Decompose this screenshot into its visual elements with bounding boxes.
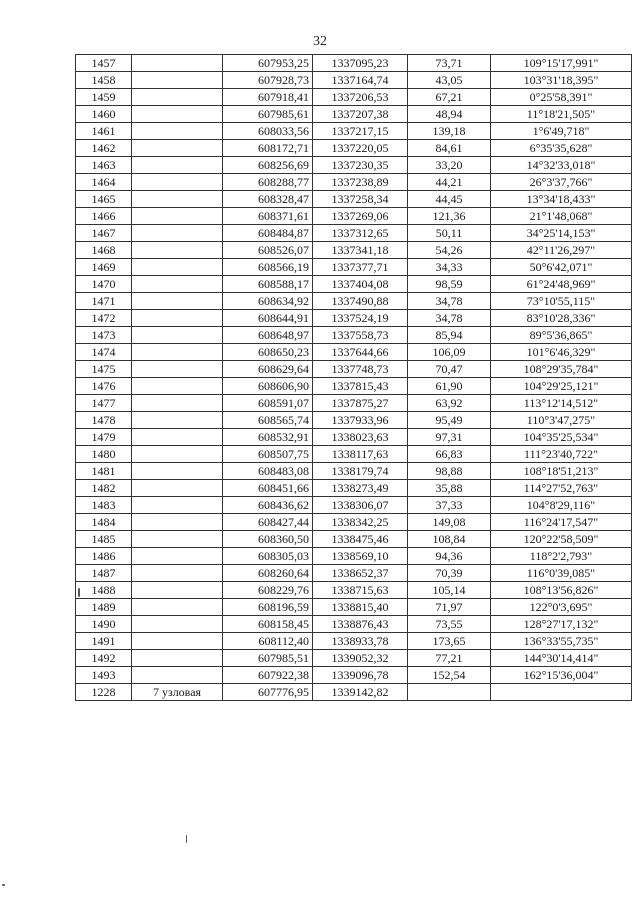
x-coordinate-cell: 608371,61 [223,208,313,225]
table-row [76,412,632,429]
y-coordinate-cell: 1337258,34 [313,191,408,208]
x-coordinate-cell: 608328,47 [223,191,313,208]
distance-cell: 97,31 [408,429,491,446]
y-coordinate-cell: 1339142,82 [313,684,408,701]
point-note-cell [132,582,223,599]
distance-cell: 44,21 [408,174,491,191]
x-coordinate-cell: 608112,40 [223,633,313,650]
point-note-cell [132,378,223,395]
point-number-cell: 1477 [76,395,132,412]
point-number-cell: 1472 [76,310,132,327]
direction-angle-cell: 162°15'36,004" [491,667,632,684]
x-coordinate-cell: 608360,50 [223,531,313,548]
y-coordinate-cell: 1337230,35 [313,157,408,174]
point-number-cell: 1468 [76,242,132,259]
distance-cell: 63,92 [408,395,491,412]
table-row [76,123,632,140]
table-row [76,89,632,106]
table-row [76,565,632,582]
y-coordinate-cell: 1337404,08 [313,276,408,293]
x-coordinate-cell: 608427,44 [223,514,313,531]
x-coordinate-cell: 608172,71 [223,140,313,157]
point-note-cell [132,72,223,89]
point-number-cell: 1461 [76,123,132,140]
point-note-cell [132,514,223,531]
direction-angle-cell: 144°30'14,414" [491,650,632,667]
x-coordinate-cell: 608650,23 [223,344,313,361]
x-coordinate-cell: 608648,97 [223,327,313,344]
point-note-cell [132,480,223,497]
point-number-cell: 1466 [76,208,132,225]
x-coordinate-cell: 608588,17 [223,276,313,293]
distance-cell: 121,36 [408,208,491,225]
distance-cell: 106,09 [408,344,491,361]
table-row [76,684,632,701]
x-coordinate-cell: 608033,56 [223,123,313,140]
table-row [76,276,632,293]
table-row [76,225,632,242]
table-row [76,463,632,480]
direction-angle-cell: 116°0'39,085" [491,565,632,582]
y-coordinate-cell: 1338652,37 [313,565,408,582]
table-row [76,344,632,361]
distance-cell: 54,26 [408,242,491,259]
point-number-cell: 1470 [76,276,132,293]
distance-cell: 70,39 [408,565,491,582]
x-coordinate-cell: 608526,07 [223,242,313,259]
direction-angle-cell: 122°0'3,695" [491,599,632,616]
y-coordinate-cell: 1338179,74 [313,463,408,480]
y-coordinate-cell: 1338933,78 [313,633,408,650]
direction-angle-cell: 116°24'17,547" [491,514,632,531]
direction-angle-cell: 50°6'42,071" [491,259,632,276]
y-coordinate-cell: 1337269,06 [313,208,408,225]
direction-angle-cell [491,684,632,701]
direction-angle-cell: 13°34'18,433" [491,191,632,208]
point-number-cell: 1460 [76,106,132,123]
point-number-cell: 1467 [76,225,132,242]
distance-cell: 98,88 [408,463,491,480]
y-coordinate-cell: 1337933,96 [313,412,408,429]
distance-cell: 94,36 [408,548,491,565]
point-number-cell: 1476 [76,378,132,395]
point-number-cell: 1488 [76,582,132,599]
y-coordinate-cell: 1337644,66 [313,344,408,361]
x-coordinate-cell: 608436,62 [223,497,313,514]
direction-angle-cell: 104°29'25,121" [491,378,632,395]
point-note-cell [132,293,223,310]
distance-cell: 37,33 [408,497,491,514]
direction-angle-cell: 103°31'18,395" [491,72,632,89]
table-row [76,208,632,225]
distance-cell: 149,08 [408,514,491,531]
direction-angle-cell: 83°10'28,336" [491,310,632,327]
x-coordinate-cell: 608229,76 [223,582,313,599]
distance-cell: 71,97 [408,599,491,616]
table-row [76,548,632,565]
point-note-cell [132,531,223,548]
direction-angle-cell: 34°25'14,153" [491,225,632,242]
point-number-cell: 1473 [76,327,132,344]
distance-cell: 108,84 [408,531,491,548]
point-note-cell [132,191,223,208]
y-coordinate-cell: 1338715,63 [313,582,408,599]
direction-angle-cell: 14°32'33,018" [491,157,632,174]
table-row [76,514,632,531]
point-number-cell: 1469 [76,259,132,276]
point-note-cell [132,616,223,633]
table-row [76,582,632,599]
distance-cell: 70,47 [408,361,491,378]
point-number-cell: 1458 [76,72,132,89]
y-coordinate-cell: 1337377,71 [313,259,408,276]
table-row [76,480,632,497]
distance-cell: 73,55 [408,616,491,633]
point-note-cell [132,633,223,650]
x-coordinate-cell: 608483,08 [223,463,313,480]
point-note-cell [132,429,223,446]
point-note-cell [132,446,223,463]
point-note-cell [132,395,223,412]
y-coordinate-cell: 1337524,19 [313,310,408,327]
point-note-cell [132,667,223,684]
y-coordinate-cell: 1338815,40 [313,599,408,616]
direction-angle-cell: 136°33'55,735" [491,633,632,650]
point-number-cell: 1478 [76,412,132,429]
point-number-cell: 1474 [76,344,132,361]
x-coordinate-cell: 608288,77 [223,174,313,191]
direction-angle-cell: 73°10'55,115" [491,293,632,310]
x-coordinate-cell: 608196,59 [223,599,313,616]
distance-cell: 34,78 [408,293,491,310]
point-note-cell [132,463,223,480]
point-number-cell: 1459 [76,89,132,106]
table-row [76,157,632,174]
distance-cell: 35,88 [408,480,491,497]
point-note-cell [132,548,223,565]
table-row [76,378,632,395]
distance-cell: 139,18 [408,123,491,140]
direction-angle-cell: 120°22'58,509" [491,531,632,548]
x-coordinate-cell: 607953,25 [223,55,313,72]
point-note-cell [132,327,223,344]
point-number-cell: 1491 [76,633,132,650]
point-note-cell [132,565,223,582]
point-note-cell [132,259,223,276]
point-note-cell [132,123,223,140]
y-coordinate-cell: 1338569,10 [313,548,408,565]
point-number-cell: 1480 [76,446,132,463]
direction-angle-cell: 61°24'48,969" [491,276,632,293]
x-coordinate-cell: 608644,91 [223,310,313,327]
direction-angle-cell: 111°23'40,722" [491,446,632,463]
scan-speck [2,884,5,886]
y-coordinate-cell: 1337341,18 [313,242,408,259]
point-number-cell: 1479 [76,429,132,446]
x-coordinate-cell: 608565,74 [223,412,313,429]
y-coordinate-cell: 1337490,88 [313,293,408,310]
distance-cell: 85,94 [408,327,491,344]
distance-cell: 34,33 [408,259,491,276]
direction-angle-cell: 104°35'25,534" [491,429,632,446]
distance-cell: 84,61 [408,140,491,157]
distance-cell: 67,21 [408,89,491,106]
distance-cell: 48,94 [408,106,491,123]
point-note-cell [132,310,223,327]
point-number-cell: 1464 [76,174,132,191]
coordinates-table [75,54,632,701]
direction-angle-cell: 104°8'29,116" [491,497,632,514]
y-coordinate-cell: 1338342,25 [313,514,408,531]
point-note-cell [132,412,223,429]
direction-angle-cell: 108°18'51,213" [491,463,632,480]
table-row [76,429,632,446]
scan-speck [186,835,187,843]
distance-cell: 33,20 [408,157,491,174]
point-note-cell [132,650,223,667]
y-coordinate-cell: 1337748,73 [313,361,408,378]
point-number-cell: 1490 [76,616,132,633]
y-coordinate-cell: 1337875,27 [313,395,408,412]
x-coordinate-cell: 608566,19 [223,259,313,276]
point-number-cell: 1486 [76,548,132,565]
x-coordinate-cell: 608634,92 [223,293,313,310]
point-note-cell [132,276,223,293]
point-note-cell [132,208,223,225]
y-coordinate-cell: 1338475,46 [313,531,408,548]
point-number-cell: 1487 [76,565,132,582]
table-row [76,531,632,548]
direction-angle-cell: 42°11'26,297" [491,242,632,259]
point-note-cell [132,225,223,242]
table-row [76,242,632,259]
table-row [76,140,632,157]
point-number-cell: 1471 [76,293,132,310]
y-coordinate-cell: 1337217,15 [313,123,408,140]
distance-cell: 173,65 [408,633,491,650]
point-note-cell [132,599,223,616]
table-row [76,310,632,327]
distance-cell: 152,54 [408,667,491,684]
distance-cell: 98,59 [408,276,491,293]
point-number-cell: 1457 [76,55,132,72]
table-row [76,174,632,191]
table-row [76,55,632,72]
x-coordinate-cell: 608532,91 [223,429,313,446]
point-number-cell: 1482 [76,480,132,497]
point-note-cell [132,361,223,378]
x-coordinate-cell: 608260,64 [223,565,313,582]
point-number-cell: 1493 [76,667,132,684]
direction-angle-cell: 108°13'56,826" [491,582,632,599]
direction-angle-cell: 11°18'21,505" [491,106,632,123]
direction-angle-cell: 1°6'49,718" [491,123,632,140]
point-note-cell [132,140,223,157]
point-note-cell: 7 узловая [132,684,223,701]
point-note-cell [132,55,223,72]
table-row [76,327,632,344]
point-note-cell [132,106,223,123]
table-row [76,106,632,123]
y-coordinate-cell: 1338306,07 [313,497,408,514]
scan-speck [78,588,80,597]
table-row [76,446,632,463]
point-number-cell: 1485 [76,531,132,548]
direction-angle-cell: 21°1'48,068" [491,208,632,225]
point-number-cell: 1484 [76,514,132,531]
point-number-cell: 1228 [76,684,132,701]
table-row [76,650,632,667]
x-coordinate-cell: 608629,64 [223,361,313,378]
table-row [76,667,632,684]
direction-angle-cell: 0°25'58,391" [491,89,632,106]
distance-cell: 61,90 [408,378,491,395]
point-number-cell: 1481 [76,463,132,480]
x-coordinate-cell: 607918,41 [223,89,313,106]
table-row [76,633,632,650]
x-coordinate-cell: 607985,61 [223,106,313,123]
distance-cell [408,684,491,701]
point-number-cell: 1492 [76,650,132,667]
y-coordinate-cell: 1339096,78 [313,667,408,684]
point-number-cell: 1489 [76,599,132,616]
distance-cell: 34,78 [408,310,491,327]
direction-angle-cell: 113°12'14,512" [491,395,632,412]
y-coordinate-cell: 1337206,53 [313,89,408,106]
table-row [76,616,632,633]
direction-angle-cell: 26°3'37,766" [491,174,632,191]
distance-cell: 50,11 [408,225,491,242]
distance-cell: 95,49 [408,412,491,429]
point-number-cell: 1462 [76,140,132,157]
y-coordinate-cell: 1337312,65 [313,225,408,242]
x-coordinate-cell: 608256,69 [223,157,313,174]
distance-cell: 44,45 [408,191,491,208]
x-coordinate-cell: 608591,07 [223,395,313,412]
direction-angle-cell: 118°2'2,793" [491,548,632,565]
x-coordinate-cell: 607776,95 [223,684,313,701]
table-row [76,72,632,89]
table-row [76,191,632,208]
y-coordinate-cell: 1337164,74 [313,72,408,89]
direction-angle-cell: 89°5'36,865" [491,327,632,344]
x-coordinate-cell: 607928,73 [223,72,313,89]
y-coordinate-cell: 1337558,73 [313,327,408,344]
x-coordinate-cell: 608484,87 [223,225,313,242]
y-coordinate-cell: 1339052,32 [313,650,408,667]
y-coordinate-cell: 1337238,89 [313,174,408,191]
point-number-cell: 1465 [76,191,132,208]
x-coordinate-cell: 608451,66 [223,480,313,497]
table-row [76,293,632,310]
x-coordinate-cell: 607985,51 [223,650,313,667]
distance-cell: 77,21 [408,650,491,667]
point-note-cell [132,174,223,191]
coordinates-table-body [76,55,632,701]
direction-angle-cell: 128°27'17,132" [491,616,632,633]
x-coordinate-cell: 608507,75 [223,446,313,463]
point-number-cell: 1463 [76,157,132,174]
distance-cell: 73,71 [408,55,491,72]
table-row [76,395,632,412]
y-coordinate-cell: 1337095,23 [313,55,408,72]
y-coordinate-cell: 1338117,63 [313,446,408,463]
x-coordinate-cell: 608158,45 [223,616,313,633]
direction-angle-cell: 6°35'35,628" [491,140,632,157]
table-row [76,497,632,514]
x-coordinate-cell: 608606,90 [223,378,313,395]
point-note-cell [132,157,223,174]
point-note-cell [132,89,223,106]
distance-cell: 43,05 [408,72,491,89]
point-note-cell [132,497,223,514]
distance-cell: 66,83 [408,446,491,463]
y-coordinate-cell: 1337220,05 [313,140,408,157]
point-number-cell: 1475 [76,361,132,378]
table-row [76,259,632,276]
table-row [76,361,632,378]
direction-angle-cell: 101°6'46,329" [491,344,632,361]
direction-angle-cell: 110°3'47,275" [491,412,632,429]
point-number-cell: 1483 [76,497,132,514]
x-coordinate-cell: 608305,03 [223,548,313,565]
x-coordinate-cell: 607922,38 [223,667,313,684]
y-coordinate-cell: 1337815,43 [313,378,408,395]
point-note-cell [132,242,223,259]
direction-angle-cell: 108°29'35,784" [491,361,632,378]
y-coordinate-cell: 1338273,49 [313,480,408,497]
y-coordinate-cell: 1337207,38 [313,106,408,123]
direction-angle-cell: 114°27'52,763" [491,480,632,497]
page-number: 32 [313,34,327,49]
point-note-cell [132,344,223,361]
direction-angle-cell: 109°15'17,991" [491,55,632,72]
y-coordinate-cell: 1338023,63 [313,429,408,446]
table-row [76,599,632,616]
distance-cell: 105,14 [408,582,491,599]
y-coordinate-cell: 1338876,43 [313,616,408,633]
